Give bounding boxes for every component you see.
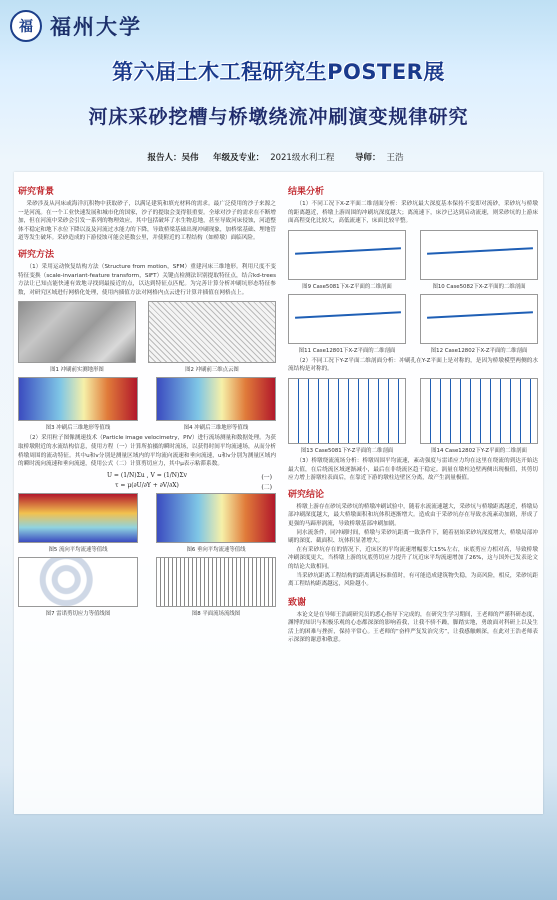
figure-14 [420, 378, 538, 454]
formula-2 [18, 482, 276, 489]
figure-2-caption: 图2 冲刷前三维点云图 [185, 367, 239, 374]
figure-4-caption: 图4 冲刷后三维地形等值线 [183, 425, 249, 432]
figure-row-7 [288, 378, 538, 454]
methods-text-1: （1）采用运动恢复结构方法（Structure from motion，SFM）重建河床三维地形。利用尺度不变特征变换（scale-invariant-feature transform，SIFT）关键点检测法识别提取特征点，结合kd-trees方法让已知点能快速有效地寻找到最接近的点，以达到特征点匹配。为完善计算分析冲刷坑形态特征参数，对研究区域进行网格化处理，使用内插值方法对网格内点云进行计算并插值在网格点上。 [18, 263, 276, 296]
figure-6 [156, 493, 276, 553]
poster-title: 河床采砂挖槽与桥墩绕流冲刷演变规律研究 [88, 106, 469, 128]
background-heading: 研究背景 [18, 187, 55, 197]
acknowledgement-text: 本论文是在导师王浩副研究员的悉心指导下完成的，在研究生学习期间，王老师的严谨科研态度，渊博的知识与积极乐观的心态都深深的影响着我，让我不骄不躁，脚踏实地，勇敢面对科研上以及生活上的困难与挫折，保持平常心。王老师的“奋样严复发治究劣”，让我感触颇深，在此对王浩老师表示深深的谢意和敬意。 [288, 611, 538, 644]
figure-6-caption: 图6 垂向平均流速等值线 [186, 546, 246, 553]
figure-9 [288, 230, 406, 290]
advisor-label: 导师： [355, 153, 381, 163]
figure-8 [156, 557, 276, 617]
figure-3-image [18, 377, 138, 421]
advisor-name: 王浩 [386, 153, 404, 163]
methods-text-2: （2）采用粒子图像测速技术（Particle image velocimetry，PIV）进行流场测量和数据处理。为获取桥墩附近的水流结构信息，使用方程（一）计算所拍摄的瞬时流场，以获得时间平均流速场，从而分析桥墩周围的流动特征。其中u和v分别是测量区域内的平均流向流速和垂向流速，u和v分别为测量区域内的瞬时流向流速和垂向流速，使用公式（二）计算剪切应力，其中μ表示粘滞系数。 [18, 435, 276, 468]
figure-12 [420, 294, 538, 354]
figure-row-4 [18, 557, 276, 617]
figure-11-image [288, 294, 406, 344]
right-column [288, 180, 538, 645]
figure-2 [148, 301, 276, 373]
figure-14-image [420, 378, 538, 444]
figure-8-caption: 图8 平面流场流线图 [191, 610, 241, 617]
left-column [18, 180, 276, 617]
background-text: 采砂涉及从河床或海洋沉积物中获取砂子，以满足建筑和填充材料的需求。最广泛使用的沙子来源之一是河流。在一个工业快速发展和城市化的国家，沙子的提取会变得很重要。全球对沙子的需求在不断增加，但在河流中采砂会引发一系列的物理效应，其中包括破坏了水生物息地，甚至导致河床侵蚀，河道整体不稳定和地下水位下降以及及河流过水能力的下降，导致桥梁基础出现冲刷现象，加桥梁基础、埋地管道等发生破坏。采砂造成的下游侵蚀可能会延数公里，并使附近的工程结构（如桥墩）面临风险。 [18, 201, 276, 242]
acknowledgement-heading: 致谢 [288, 597, 307, 608]
reporter-label: 报告人： [147, 153, 182, 163]
figure-7-image [18, 557, 138, 607]
figure-row-3 [18, 493, 276, 553]
university-logo [10, 6, 142, 46]
figure-13-caption: 图13 Case5081下Y-Z平面的二维剖面 [300, 447, 394, 454]
formula-1-number: (一) [261, 473, 272, 481]
formula-1-expression: U = (1/N)Σu , V = (1/N)Σv [106, 471, 188, 479]
conclusion-text-4: 当采砂坑距离工程结构的距离满足标准值时，有可能造成建筑物失稳，为高风险，相反，采砂坑距离工程结构距离越远，风险越小。 [288, 572, 538, 588]
figure-11-caption: 图11 Case12801下X-Z平面的二维剖面 [298, 347, 396, 354]
figure-1-image [18, 301, 136, 363]
event-title: 第六届土木工程研究生POSTER展 [112, 60, 445, 84]
figure-5-image [18, 493, 138, 543]
figure-13-image [288, 378, 406, 444]
conclusion-text-3: 在有采砂坑存在的情况下，近床区的平均流速增幅要大15%左右，床底剪应力相对高，导致桥墩冲刷深度更大，当桥墩上游的坑底剪切应力提升了坑近床平均流速增加了26%，这与国外已发表论文的结论大致相同。 [288, 546, 538, 570]
figure-13 [288, 378, 406, 454]
figure-10-caption: 图10 Case5082下X-Z平面的二维剖面 [432, 283, 526, 290]
results-heading: 结果分析 [288, 187, 325, 197]
formula-1 [18, 472, 276, 479]
results-text-2: （2）不同工况下Y-Z平面二维剖面分析：冲刷孔在Y-Z平面上是对称的，是因为桥墩模型两侧的水流结构是对称的。 [288, 357, 538, 373]
results-text-1: （1）不同工况下X-Z平面二维剖面分析：采砂坑最大深度基本保持不变即对流砂，采砂坑与桥墩的距离越近，桥墩上游周围的冲刷坑深度越大；离流速下，床沙已达到启动流速，则采砂坑的上游床面高程变化比较大，高低流速下，床面比较平整。 [288, 201, 538, 225]
figure-8-image [156, 557, 276, 607]
university-name: 福州大学 [50, 14, 142, 39]
figure-row-5 [288, 230, 538, 290]
results-text-3: （3）桥墩绕流流场分析：桥墩周围平均流速，紊动强度与雷诺应力均在这里在绕流的到达开始达最大值，在后绕流区域逐渐减小，最后在非绕流区趋于稳定。涡量在墩柱边壁两侧出现极值，其剪切应力增上游墩柱表面后，在靠近下游的墩柱边壁区分离，故产生涡量极值。 [288, 457, 538, 482]
reporter-name: 吴伟 [181, 153, 199, 163]
university-seal: 福 [10, 10, 42, 42]
figure-3-caption: 图3 冲刷后三维地形等值线 [45, 425, 111, 432]
figure-9-caption: 图9 Case5081下X-Z平面的二维剖面 [302, 283, 392, 290]
figure-row-1 [18, 301, 276, 373]
figure-12-caption: 图12 Case12802下X-Z平面的二维剖面 [430, 347, 528, 354]
figure-5-caption: 图5 流向平均流速等值线 [48, 546, 108, 553]
reporter-info [0, 151, 557, 163]
conclusion-text-1: 桥墩上游存在砂坑采砂坑的桥墩冲刷试验中，随着水流流速越大，采砂坑与桥墩距离越近，桥墩局部冲刷深度越大，最大桥墩面积和坑体积逐渐增大。造成由于采砂坑存在导致水流紊动加剧，形成了更强的马蹄形涡流，导致桥墩基部冲刷加剧。 [288, 503, 538, 527]
figure-10 [420, 230, 538, 290]
figure-11 [288, 294, 406, 354]
figure-4-image [156, 377, 276, 421]
grade-label: 年级及专业： [213, 153, 265, 163]
figure-2-image [148, 301, 276, 363]
grade-value: 2021级水利工程 [270, 153, 335, 163]
figure-row-6 [288, 294, 538, 354]
figure-7 [18, 557, 138, 617]
figure-12-image [420, 294, 538, 344]
figure-7-caption: 图7 雷诺剪切应力等值线图 [45, 610, 111, 617]
methods-heading: 研究方法 [18, 249, 55, 260]
conclusion-text-2: 同水流条件，同冲刷时间，桥墩与采砂坑距离一致条件下，随着初始采砂坑深度增大，桥墩局部冲刷的深度、截面积、坑体积显著增大。 [288, 529, 538, 545]
conclusion-heading: 研究结论 [288, 489, 325, 500]
figure-9-image [288, 230, 406, 280]
figure-3 [18, 377, 138, 431]
formula-2-expression: τ = μ(∂U/∂Y + ∂V/∂X) [115, 481, 179, 489]
formula-2-number: (二) [261, 483, 272, 491]
figure-4 [156, 377, 276, 431]
content-panel [14, 172, 543, 814]
figure-5 [18, 493, 138, 553]
figure-10-image [420, 230, 538, 280]
figure-1 [18, 301, 136, 373]
figure-6-image [156, 493, 276, 543]
figure-row-2 [18, 377, 276, 431]
figure-14-caption: 图14 Case12802下Y-Z平面的二维剖面 [431, 447, 527, 454]
figure-1-caption: 图1 冲刷前实测地形图 [50, 367, 104, 374]
